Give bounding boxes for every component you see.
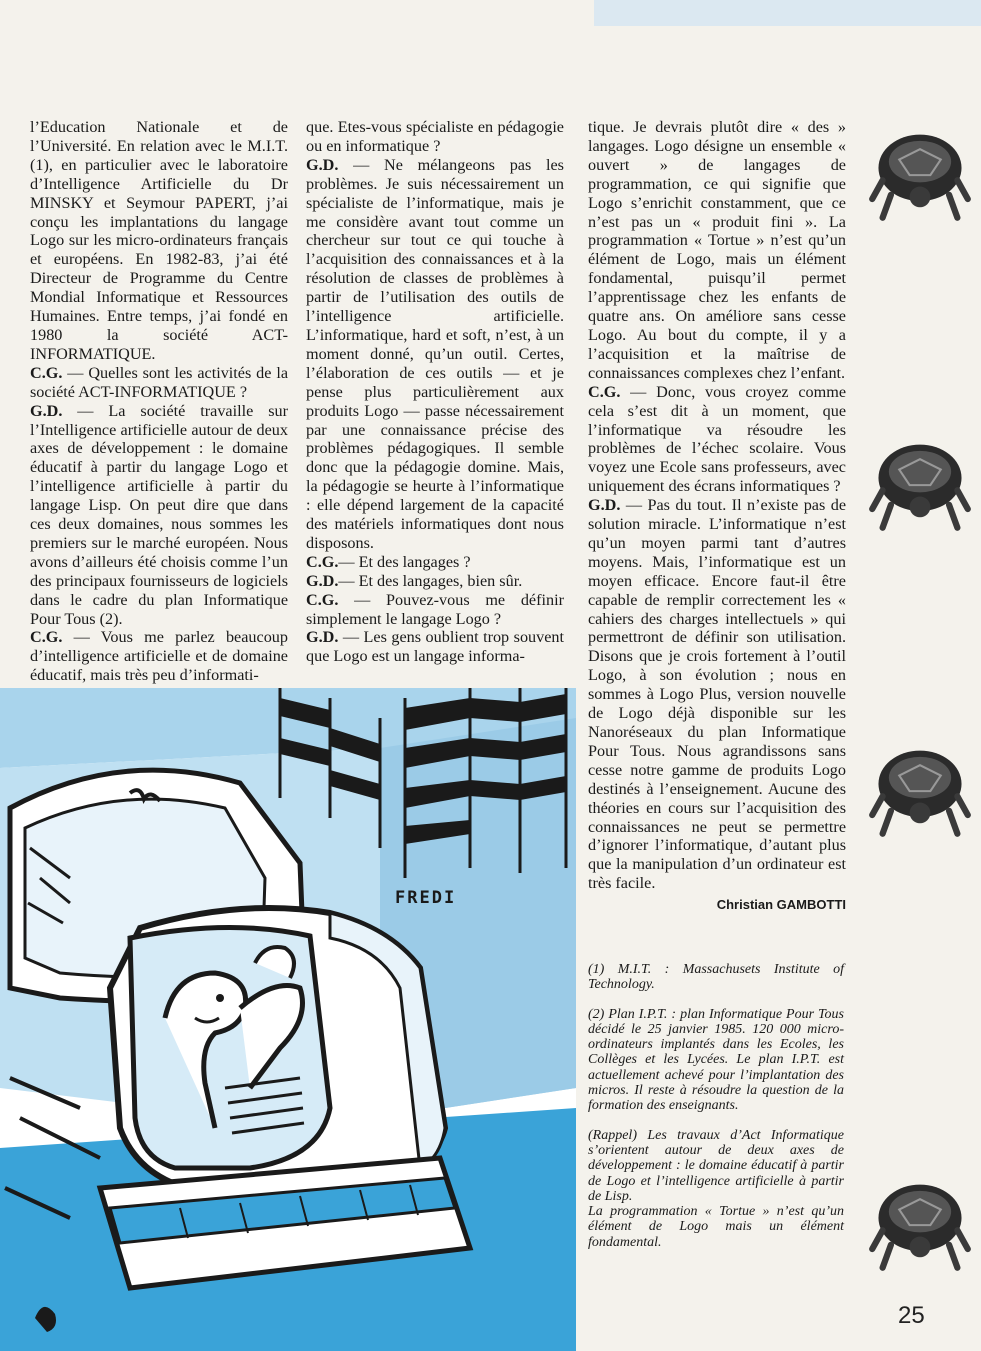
- speaker-label: C.G.: [306, 590, 339, 609]
- footnote-rappel: (Rappel) Les travaux d’Act Informatique s’orientent autour de deux axes de développement : le domaine éducatif à partir de Logo et l’intelligence artificielle à partir de Lisp.: [588, 1127, 844, 1204]
- speaker-label: C.G.: [30, 628, 63, 647]
- speaker-label: G.D.: [306, 155, 339, 174]
- paragraph-text: — Donc, vous croyez comme cela s’est dit à un moment, que l’informatique va résoudre les problèmes de l’échec scolaire. Vous voyez une Ecole sans professeurs, avec uniquement des écrans informatiques ?: [588, 382, 846, 496]
- speaker-label: G.D.: [588, 496, 621, 515]
- paragraph-text: — Quelles sont les activités de la société ACT-INFORMATIQUE ?: [30, 363, 288, 401]
- footnotes: [588, 962, 844, 1250]
- paragraph-text: — Et des langages, bien sûr.: [338, 571, 523, 590]
- turtle-icon: [868, 1168, 972, 1276]
- footnote-tortue: La programmation « Tortue » n’est qu’un élément de Logo mais un élément fondamental.: [588, 1204, 844, 1250]
- author-signature: Christian GAMBOTTI: [716, 897, 846, 913]
- footnote-1: (1) M.I.T. : Massachusets Institute of Technology.: [588, 962, 844, 993]
- paragraph-text: — Pouvez-vous me définir simplement le langage Logo ?: [306, 590, 564, 628]
- paragraph: [306, 591, 564, 629]
- speaker-label: C.G.: [588, 382, 621, 401]
- paragraph: [306, 628, 564, 666]
- computer-illustration: [0, 688, 576, 1351]
- paragraph-text: tique. Je devrais plutôt dire « des » langages. Logo désigne un ensemble « ouvert » de langages de programmation, ce qui signifie que Logo s’enrichit constamment, que ce n’est pas un « produit fini ». La programmation « Tortue » n’est qu’un élément de Logo, mais un élément fondamental, puisqu’il permet l’apprentissage chez les enfants de quatre ans. On améliore sans cesse Logo. Au bout du compte, il y a l’acquisition et la maîtrise de connaissances complexes chez l’enfant.: [588, 118, 846, 382]
- paragraph: [30, 118, 288, 364]
- paragraph: [306, 118, 564, 156]
- page-number: 25: [898, 1302, 925, 1329]
- speaker-label: C.G.: [306, 552, 339, 571]
- paragraph: [306, 572, 564, 591]
- turtle-icon: [868, 428, 972, 536]
- paragraph-text: — Les gens oublient trop souvent que Logo est un langage informa-: [306, 628, 564, 666]
- paragraph: [588, 383, 846, 496]
- paragraph-text: — Ne mélangeons pas les problèmes. Je suis nécessairement un spécialiste de l’informatique, mais je me considère avant tout comme un chercheur sur tout ce qui touche à l’acquisition des connaissances et à la résolution de classes de problèmes à partir de l’utilisation des outils de l’intelligence artificielle. L’informatique, hard et soft, n’est, à un moment donné, qu’un outil. Certes, l’élaboration de ces outils — et je pense plus particulièrement aux produits Logo — passe nécessairement par une connaissance précise des problèmes pédagogiques. Il semble donc que la pédagogie domine. Mais, la pédagogie se heurte à l’informatique : elle dépend largement de la capacité des matériels informatiques dont nous disposons.: [306, 155, 564, 552]
- top-blue-strip: [594, 0, 981, 26]
- paragraph: [306, 156, 564, 553]
- speaker-label: C.G.: [30, 363, 63, 382]
- paragraph: [30, 628, 288, 685]
- footnote-2: (2) Plan I.P.T. : plan Informatique Pour Tous décidé le 25 janvier 1985. 120 000 micro-ordinateurs implantés dans les Ecoles, les Collèges et les Lycées. Le plan I.P.T. est actuellement achevé pour l’implantation des micros. Il reste à résoudre la question de la formation des enseignants.: [588, 1006, 844, 1114]
- article-column-3: [588, 118, 846, 915]
- paragraph: [588, 496, 846, 893]
- speaker-label: G.D.: [306, 628, 339, 647]
- artist-signature: FREDI: [395, 888, 457, 908]
- speaker-label: G.D.: [306, 571, 339, 590]
- paragraph-text: que. Etes-vous spécialiste en pédagogie ou en informatique ?: [306, 118, 564, 155]
- paragraph-text: — Vous me parlez beaucoup d’intelligence artificielle et de domaine éducatif, mais très peu d’informati-: [30, 628, 288, 685]
- paragraph-text: l’Education Nationale et de l’Université. En relation avec le M.I.T. (1), en particulier avec le laboratoire d’Intelligence Artificielle du Dr MINSKY et Seymour PAPERT, j’ai conçu les implantations du langage Logo sur les micro-ordinateurs français et européens. En 1982-83, j’ai été Directeur de Programme du Centre Mondial Informatique et Ressources Humaines. Entre temps, j’ai fondé en 1980 la société ACT-INFORMATIQUE.: [30, 118, 288, 363]
- paragraph-text: — Et des langages ?: [338, 552, 471, 571]
- turtle-icon: [868, 118, 972, 226]
- speaker-label: G.D.: [30, 401, 63, 420]
- article-column-2: [306, 118, 564, 666]
- paragraph: [30, 364, 288, 402]
- paragraph: [306, 553, 564, 572]
- paragraph-text: — La société travaille sur l’Intelligence artificielle autour de deux axes de développement : le domaine éducatif à partir du langage Logo et l’intelligence artificielle à partir du langage Lisp. On peut dire que dans ces deux domaines, nous sommes les premiers sur le marché européen. Nous avons d’ailleurs été choisis comme l’un des principaux fournisseurs de logiciels dans le cadre du plan Informatique Pour Tous (2).: [30, 401, 288, 628]
- turtle-icon: [868, 734, 972, 842]
- article-column-1: [30, 118, 288, 685]
- paragraph: [588, 118, 846, 383]
- paragraph: [30, 402, 288, 629]
- paragraph-text: — Pas du tout. Il n’existe pas de solution miracle. L’informatique n’est qu’un moyen parmi tant d’autres moyens. Mais, l’informatique est un moyen efficace. Encore faut-il être capable de remplir correctement les « cahiers des charges intellectuels » qui permettront de définir son utilisation. Disons que je crois fortement à l’outil Logo, à son évolution ; nous en sommes à Logo Plus, version nouvelle de Logo déjà disponible sur les Nanoréseaux du plan Informatique Pour Tous. Nous agrandissons sans cesse notre gamme de produits Logo destinés à l’enseignement. Aucune des théories en cours sur l’acquisition des connaissances ne peut se permettre d’ignorer l’informatique, d’autant plus que la manipulation d’un ordinateur est très facile.: [588, 496, 846, 893]
